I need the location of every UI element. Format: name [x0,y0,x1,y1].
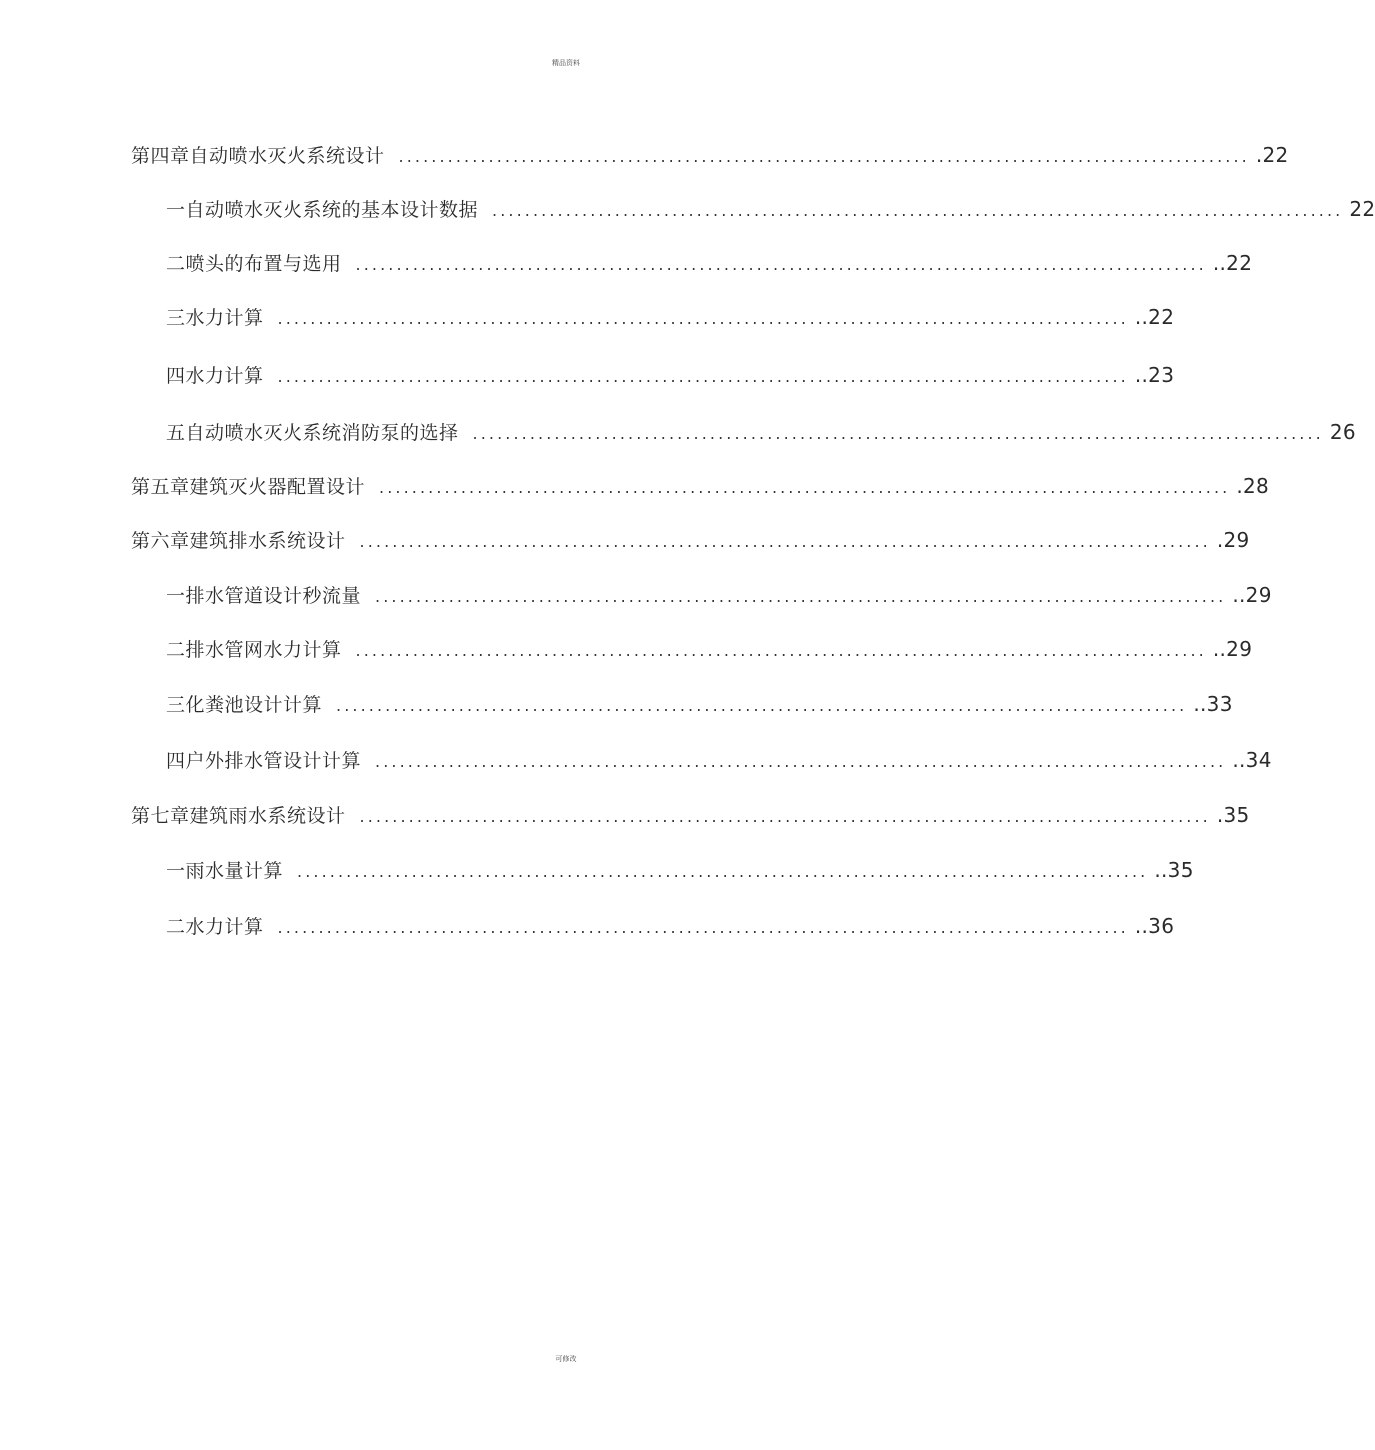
toc-entry-page: ..36 [1134,914,1175,938]
toc-entry-title: 五自动喷水灭火系统消防泵的选择 [166,422,459,444]
toc-entry-page: .29 [1216,528,1250,552]
toc-leader: ........................................................................................................ [398,147,1250,166]
toc-entry[interactable] [166,417,1356,447]
toc-entry-page: ..23 [1134,363,1175,387]
toc-entry-title: 一雨水量计算 [166,860,284,882]
toc-entry-title: 二水力计算 [166,916,264,938]
toc-entry-title: 一自动喷水灭火系统的基本设计数据 [166,199,479,221]
toc-leader: ........................................................................................................ [359,807,1211,826]
toc-leader: ........................................................................................................ [277,309,1129,328]
toc-entry-title: 第四章自动喷水灭火系统设计 [131,145,385,167]
toc-entry-page: ..29 [1232,583,1272,607]
toc-entry[interactable] [131,471,1270,501]
toc-entry-page: 26 [1329,420,1356,444]
toc-leader: ........................................................................................................ [355,255,1207,274]
toc-entry-page: .28 [1236,474,1270,498]
toc-entry-title: 第五章建筑灭火器配置设计 [131,476,366,498]
toc-entry[interactable] [166,194,1375,224]
toc-entry[interactable] [166,248,1253,278]
toc-entry-title: 二喷头的布置与选用 [166,253,342,275]
toc-entry-title: 第六章建筑排水系统设计 [131,530,346,552]
toc-entry[interactable] [166,745,1272,775]
toc-entry[interactable] [166,360,1175,390]
toc-entry[interactable] [166,634,1253,664]
toc-entry-page: ..22 [1212,251,1253,275]
toc-entry-title: 第七章建筑雨水系统设计 [131,805,346,827]
toc-entry[interactable] [131,800,1250,830]
toc-leader: ........................................................................................................ [277,918,1129,937]
toc-entry[interactable] [166,580,1272,610]
toc-leader: ........................................................................................................ [375,587,1227,606]
toc-leader: ........................................................................................................ [492,201,1344,220]
toc-entry-title: 四户外排水管设计计算 [166,750,362,772]
toc-entry-page: ..29 [1212,637,1253,661]
toc-entry-title: 一排水管道设计秒流量 [166,585,362,607]
toc-leader: ........................................................................................................ [336,696,1188,715]
toc-entry-page: ..34 [1232,748,1272,772]
toc-leader: ........................................................................................................ [375,752,1227,771]
toc-entry-title: 二排水管网水力计算 [166,639,342,661]
toc-leader: ........................................................................................................ [297,862,1149,881]
toc-entry-page: ..35 [1154,858,1194,882]
toc-entry-page: .35 [1216,803,1250,827]
toc-leader: ........................................................................................................ [472,424,1324,443]
toc-entry-page: 22 [1349,197,1375,221]
toc-entry[interactable] [166,911,1175,941]
toc-entry-page: ..22 [1134,305,1175,329]
toc-entry-title: 三化粪池设计计算 [166,694,323,716]
toc-entry[interactable] [131,140,1289,170]
toc-leader: ........................................................................................................ [277,367,1129,386]
toc-entry-page: .22 [1255,143,1289,167]
toc-leader: ........................................................................................................ [359,532,1211,551]
toc-entry[interactable] [166,855,1194,885]
toc-entry-title: 四水力计算 [166,365,264,387]
toc-entry[interactable] [131,525,1250,555]
toc-entry[interactable] [166,302,1175,332]
toc-entry[interactable] [166,689,1233,719]
toc-leader: ........................................................................................................ [355,641,1207,660]
toc-entry-page: ..33 [1193,692,1233,716]
footer-note: 可修改 [555,1355,577,1363]
toc-leader: ........................................................................................................ [379,478,1231,497]
toc-entry-title: 三水力计算 [166,307,264,329]
header-note: 精品资料 [552,59,580,67]
